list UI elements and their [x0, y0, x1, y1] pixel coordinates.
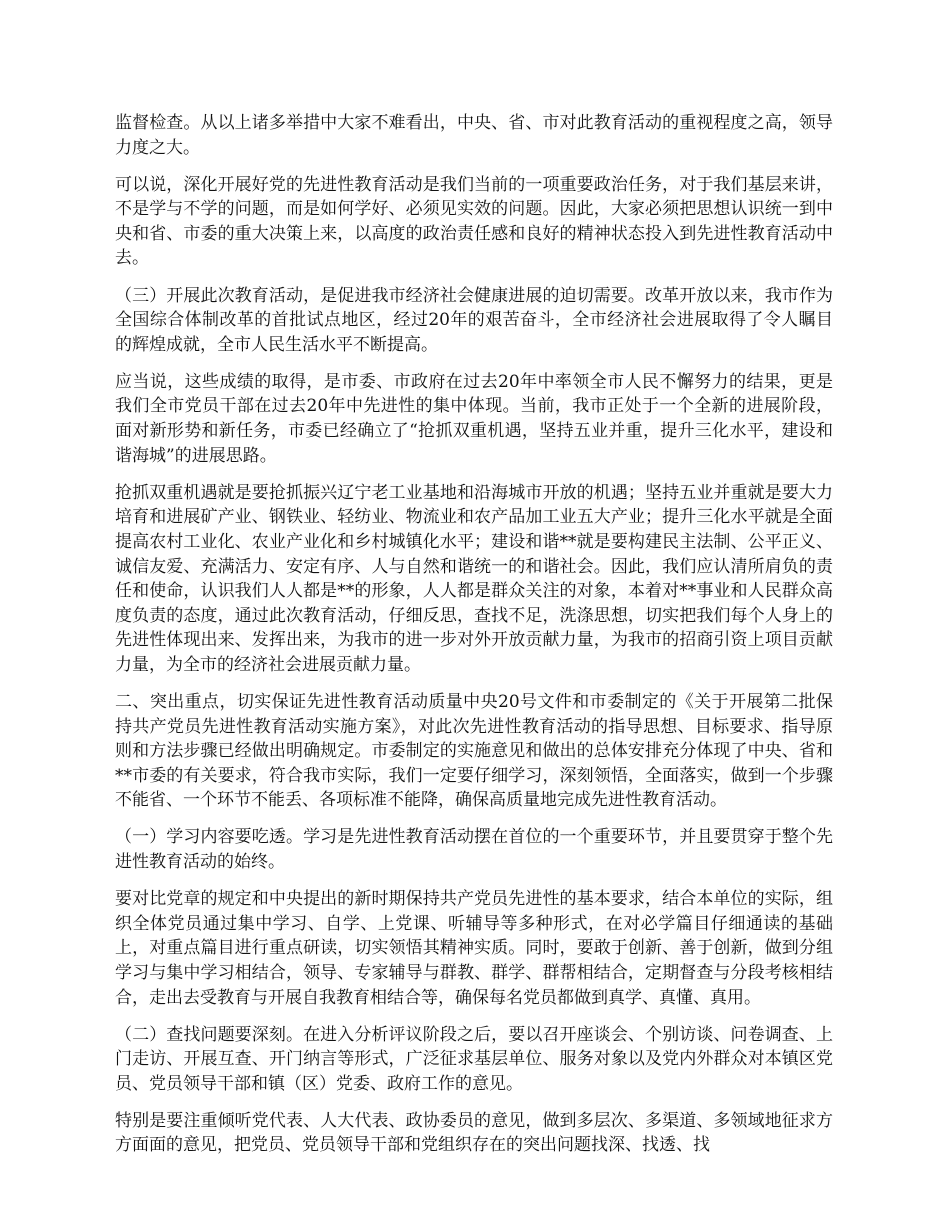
paragraph-1: 监督检查。从以上诸多举措中大家不难看出，中央、省、市对此教育活动的重视程度之高，领导力度之大。	[115, 113, 833, 158]
paragraph-10: 特别是要注重倾听党代表、人大代表、政协委员的意见，做到多层次、多渠道、多领域地征求方方面面的意见，把党员、党员领导干部和党组织存在的突出问题找深、找透、找	[115, 1110, 833, 1156]
paragraph-8: 要对比党章的规定和中央提出的新时期保持共产党员先进性的基本要求，结合本单位的实际，组织全体党员通过集中学习、自学、上党课、听辅导等多种形式，在对必学篇目仔细通读的基础上，对重点篇目进行重点研读，切实领悟其精神实质。同时，要敢于创新、善于创新，做到分组学习与集中学习相结合，领导、专家辅导与群教、群学、群帮相结合，定期督查与分段考核相结合，走出去受教育与开展自我教育相结合等，确保每名党员都做到真学、真懂、真用。	[115, 889, 833, 1008]
document-body	[115, 111, 833, 1171]
paragraph-9: （二）查找问题要深刻。在进入分析评议阶段之后，要以召开座谈会、个别访谈、问卷调查、上门走访、开展互查、开门纳言等形式，广泛征求基层单位、服务对象以及党内外群众对本镇区党员、党员领导干部和镇（区）党委、政府工作的意见。	[115, 1024, 833, 1094]
paragraph-2: 可以说，深化开展好党的先进性教育活动是我们当前的一项重要政治任务，对于我们基层来讲，不是学与不学的问题，而是如何学好、必须见实效的问题。因此，大家必须把思想认识统一到中央和省、市委的重大决策上来，以高度的政治责任感和良好的精神状态投入到先进性教育活动中去。	[115, 174, 833, 269]
paragraph-6: 二、突出重点，切实保证先进性教育活动质量中央20号文件和市委制定的《关于开展第二批保持共产党员先进性教育活动实施方案》，对此次先进性教育活动的指导思想、目标要求、指导原则和方法步骤已经做出明确规定。市委制定的实施意见和做出的总体安排充分体现了中央、省和**市委的有关要求，符合我市实际，我们一定要仔细学习，深刻领悟，全面落实，做到一个步骤不能省、一个环节不能丢、各项标准不能降，确保高质量地完成先进性教育活动。	[115, 691, 833, 811]
paragraph-5: 抢抓双重机遇就是要抢抓振兴辽宁老工业基地和沿海城市开放的机遇；坚持五业并重就是要大力培育和进展矿产业、钢铁业、轻纺业、物流业和农产品加工业五大产业；提升三化水平就是全面提高农村工业化、农业产业化和乡村城镇化水平；建设和谐**就是要构建民主法制、公平正义、诚信友爱、充满活力、安定有序、人与自然和谐统一的和谐社会。因此，我们应认清所肩负的责任和使命，认识我们人人都是**的形象，人人都是群众关注的对象，本着对**事业和人民群众高度负责的态度，通过此次教育活动，仔细反思，查找不足，洗涤思想，切实把我们每个人身上的先进性体现出来、发挥出来，为我市的进一步对外开放贡献力量，为我市的招商引资上项目贡献力量，为全市的经济社会进展贡献力量。	[115, 482, 833, 675]
paragraph-3: （三）开展此次教育活动，是促进我市经济社会健康进展的迫切需要。改革开放以来，我市作为全国综合体制改革的首批试点地区，经过20年的艰苦奋斗，全市经济社会进展取得了令人瞩目的辉煌成就，全市人民生活水平不断提高。	[115, 285, 833, 355]
paragraph-7: （一）学习内容要吃透。学习是先进性教育活动摆在首位的一个重要环节，并且要贯穿于整个先进性教育活动的始终。	[115, 827, 833, 873]
paragraph-4: 应当说，这些成绩的取得，是市委、市政府在过去20年中率领全市人民不懈努力的结果，更是我们全市党员干部在过去20年中先进性的集中体现。当前，我市正处于一个全新的进展阶段，面对新形势和新任务，市委已经确立了“抢抓双重机遇，坚持五业并重，提升三化水平，建设和谐海城”的进展思路。	[115, 371, 833, 466]
